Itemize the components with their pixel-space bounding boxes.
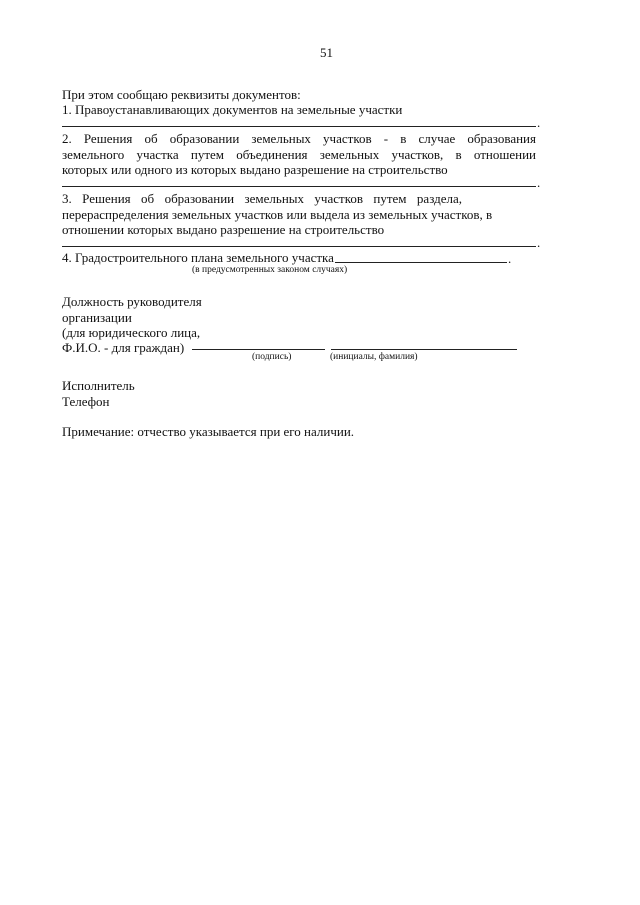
footnote: Примечание: отчество указывается при его наличии. xyxy=(62,424,355,439)
item-2-period: . xyxy=(537,175,541,190)
item-2-fill-line xyxy=(62,186,536,187)
position-label-line-3: (для юридического лица, xyxy=(62,325,201,340)
item-4-note: (в предусмотренных законом случаях) xyxy=(192,265,348,275)
item-3-period: . xyxy=(537,235,541,250)
item-4-fill-line xyxy=(335,262,507,263)
name-line xyxy=(331,349,517,350)
item-3-fill-line xyxy=(62,246,536,247)
item-2-line-3: которых или одного из которых выдано разрешение на строительство xyxy=(62,162,448,177)
item-4-text: 4. Градостроительного плана земельного участка xyxy=(62,250,334,265)
item-2-line-2: земельного участка путем объединения земельных участков, в отношении xyxy=(62,147,536,162)
position-label-line-1: Должность руководителя xyxy=(62,294,202,309)
item-3-line-2: перераспределения земельных участков или выдела из земельных участков, в xyxy=(62,207,493,222)
item-1-fill-line xyxy=(62,126,536,127)
item-3-line-1: 3. Решения об образовании земельных участков путем раздела, xyxy=(62,191,462,206)
item-4-period: . xyxy=(508,251,512,266)
position-label-line-4: Ф.И.О. - для граждан) xyxy=(62,340,185,355)
item-1-text: 1. Правоустанавливающих документов на земельные участки xyxy=(62,102,403,117)
signature-caption: (подпись) xyxy=(252,352,292,362)
intro-text: При этом сообщаю реквизиты документов: xyxy=(62,87,301,102)
page-number: 51 xyxy=(320,45,333,60)
phone-label: Телефон xyxy=(62,394,110,409)
name-caption: (инициалы, фамилия) xyxy=(330,352,418,362)
item-1-period: . xyxy=(537,115,541,130)
item-3-line-3: отношении которых выдано разрешение на строительство xyxy=(62,222,385,237)
executor-label: Исполнитель xyxy=(62,378,135,393)
signature-line xyxy=(192,349,325,350)
item-2-line-1: 2. Решения об образовании земельных участков - в случае образования xyxy=(62,131,536,146)
position-label-line-2: организации xyxy=(62,310,132,325)
